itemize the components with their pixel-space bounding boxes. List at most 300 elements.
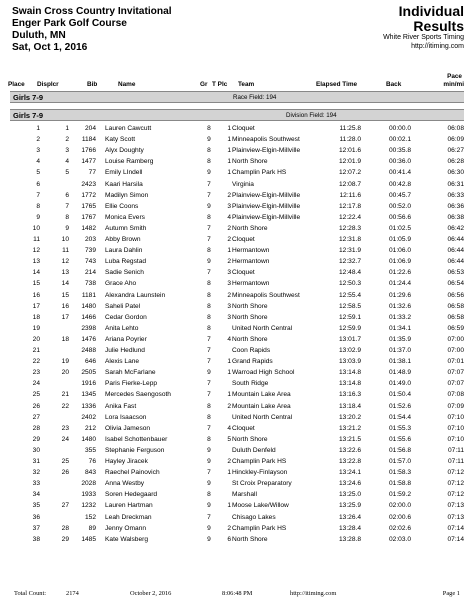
cell-back: 01:58.3 <box>389 469 411 477</box>
cell-bib: 1232 <box>81 502 96 510</box>
cell-team-place: 4 <box>227 213 231 221</box>
cell-pace: 07:13 <box>447 502 464 510</box>
cell-pace: 07:12 <box>447 480 464 488</box>
cell-grade: 7 <box>207 191 211 199</box>
cell-elapsed: 13:25.9 <box>339 502 361 510</box>
total-count-value: 2174 <box>66 590 79 597</box>
cell-bib: 1767 <box>81 213 96 221</box>
cell-grade: 9 <box>207 524 211 532</box>
cell-grade: 7 <box>207 224 211 232</box>
table-row <box>0 467 474 478</box>
cell-name: Autumn Smith <box>105 224 147 232</box>
cell-bib: 843 <box>84 469 96 477</box>
cell-team: South Ridge <box>232 380 269 388</box>
cell-displcr: 15 <box>61 291 69 299</box>
column-headers <box>0 70 474 90</box>
cell-displcr: 20 <box>61 369 69 377</box>
cell-pace: 06:33 <box>447 191 464 199</box>
cell-displcr: 28 <box>61 524 69 532</box>
cell-pace: 07:09 <box>447 402 464 410</box>
cell-elapsed: 12:08.7 <box>339 180 361 188</box>
division-band-name: Girls 7-9 <box>13 111 44 120</box>
cell-grade: 8 <box>207 280 211 288</box>
cell-place: 5 <box>36 169 40 177</box>
cell-team-place: 3 <box>227 302 231 310</box>
cell-name: Olivia Jameson <box>105 424 151 432</box>
cell-team: Mountain Lake Area <box>232 402 291 410</box>
cell-team: Chisago Lakes <box>232 513 276 521</box>
cell-grade: 7 <box>207 391 211 399</box>
cell-back: 01:55.6 <box>389 435 411 443</box>
cell-team: Duluth Denfeld <box>232 446 276 454</box>
cell-team-place: 6 <box>227 535 231 543</box>
cell-displcr: 12 <box>61 258 69 266</box>
cell-displcr: 23 <box>61 424 69 432</box>
cell-bib: 2028 <box>81 480 96 488</box>
cell-displcr: 8 <box>65 213 69 221</box>
table-row <box>0 512 474 523</box>
cell-bib: 2402 <box>81 413 96 421</box>
cell-team: Plainview-Elgin-Millville <box>232 202 301 210</box>
cell-name: Laura Dahlin <box>105 247 143 255</box>
cell-back: 00:35.8 <box>389 147 411 155</box>
cell-team-place: 2 <box>227 236 231 243</box>
table-row <box>0 378 474 389</box>
cell-name: Alexandra Launstein <box>105 291 166 299</box>
cell-name: Cedar Gordon <box>105 313 147 321</box>
cell-bib: 152 <box>84 513 96 521</box>
cell-team: Plainview-Elgin-Millville <box>232 147 301 155</box>
cell-bib: 1480 <box>81 302 96 310</box>
cell-place: 7 <box>36 191 40 199</box>
cell-elapsed: 12:07.2 <box>339 169 361 177</box>
cell-elapsed: 12:55.4 <box>339 291 361 299</box>
cell-elapsed: 12:28.3 <box>339 224 361 232</box>
cell-back: 01:52.6 <box>389 402 411 410</box>
cell-place: 2 <box>36 136 40 144</box>
cell-back: 01:32.6 <box>389 302 411 310</box>
cell-displcr: 4 <box>65 158 69 166</box>
cell-team-place: 1 <box>227 158 231 166</box>
table-row <box>0 356 474 367</box>
cell-pace: 06:30 <box>447 169 464 177</box>
cell-team: Champlin Park HS <box>232 458 287 465</box>
cell-bib: 1765 <box>81 202 96 210</box>
cell-place: 4 <box>36 158 40 166</box>
cell-pace: 06:08 <box>447 125 464 132</box>
cell-team-place: 1 <box>227 358 231 366</box>
cell-grade: 7 <box>207 358 211 366</box>
cell-bib: 1482 <box>81 224 96 232</box>
cell-team: North Shore <box>232 313 268 321</box>
cell-elapsed: 12:31.8 <box>339 236 361 243</box>
table-row <box>0 445 474 456</box>
cell-elapsed: 13:22.8 <box>339 458 361 465</box>
table-row <box>0 434 474 445</box>
cell-name: Kate Walsberg <box>105 535 149 543</box>
cell-displcr: 3 <box>65 147 69 155</box>
cell-elapsed: 13:22.6 <box>339 446 361 454</box>
cell-back: 00:41.4 <box>389 169 411 177</box>
cell-name: Sadie Senich <box>105 269 144 277</box>
cell-team: Hermantown <box>232 247 270 255</box>
cell-place: 6 <box>36 180 40 188</box>
cell-bib: 1772 <box>81 191 96 199</box>
cell-pace: 07:13 <box>447 513 464 521</box>
cell-elapsed: 12:59.1 <box>339 313 361 321</box>
cell-pace: 07:14 <box>447 535 464 543</box>
table-row <box>0 190 474 201</box>
table-row <box>0 156 474 167</box>
cell-name: Alyx Doughty <box>105 147 144 155</box>
cell-bib: 1477 <box>81 158 96 166</box>
cell-name: Ariana Poyrier <box>105 335 147 343</box>
cell-pace: 06:44 <box>447 247 464 255</box>
cell-name: Kaari Harsila <box>105 180 143 188</box>
cell-place: 18 <box>32 313 40 321</box>
table-row <box>0 179 474 190</box>
col-pace-unit: min/mi <box>443 81 464 88</box>
cell-displcr: 14 <box>61 280 69 288</box>
cell-bib: 743 <box>84 258 96 266</box>
cell-team: Moose Lake/Willow <box>232 502 289 510</box>
race-band <box>10 91 464 103</box>
cell-back: 00:00.0 <box>389 125 411 132</box>
cell-place: 19 <box>32 324 40 332</box>
cell-bib: 2488 <box>81 347 96 354</box>
cell-elapsed: 12:31.9 <box>339 247 361 255</box>
report-title-line-1: Individual <box>398 3 464 19</box>
cell-place: 3 <box>36 147 40 155</box>
cell-pace: 06:36 <box>447 202 464 210</box>
cell-team: Grand Rapids <box>232 358 273 366</box>
cell-name: Hayley Jiracek <box>105 458 148 465</box>
cell-pace: 07:11 <box>447 458 464 465</box>
cell-grade: 8 <box>207 313 211 321</box>
table-row <box>0 523 474 534</box>
cell-elapsed: 13:16.3 <box>339 391 361 399</box>
cell-back: 00:45.7 <box>389 191 411 199</box>
cell-pace: 07:10 <box>447 413 464 421</box>
cell-pace: 06:44 <box>447 236 464 243</box>
cell-grade: 8 <box>207 147 211 155</box>
timer-url: http://itiming.com <box>411 42 464 50</box>
table-row <box>0 167 474 178</box>
cell-displcr: 17 <box>61 313 69 321</box>
cell-bib: 1933 <box>81 491 96 499</box>
cell-team-place: 5 <box>227 435 231 443</box>
cell-team-place: 2 <box>227 402 231 410</box>
cell-team-place: 1 <box>227 125 231 132</box>
table-row <box>0 123 474 134</box>
cell-back: 00:56.6 <box>389 213 411 221</box>
cell-bib: 1466 <box>81 313 96 321</box>
cell-team: Cloquet <box>232 424 255 432</box>
cell-team: Warroad High School <box>232 369 295 377</box>
cell-bib: 646 <box>84 358 96 366</box>
cell-back: 01:59.2 <box>389 491 411 499</box>
cell-name: Grace Aho <box>105 280 137 288</box>
cell-elapsed: 13:18.4 <box>339 402 361 410</box>
cell-bib: 1916 <box>81 380 96 388</box>
cell-back: 00:36.0 <box>389 158 411 166</box>
cell-team: North Shore <box>232 335 268 343</box>
cell-grade: 9 <box>207 480 211 488</box>
cell-pace: 07:00 <box>447 335 464 343</box>
cell-elapsed: 13:24.1 <box>339 469 361 477</box>
cell-place: 10 <box>32 224 40 232</box>
table-row <box>0 234 474 245</box>
cell-grade: 8 <box>207 491 211 499</box>
cell-bib: 739 <box>84 247 96 255</box>
cell-pace: 07:12 <box>447 469 464 477</box>
cell-team: Marshall <box>232 491 257 499</box>
cell-team: Cloquet <box>232 269 255 277</box>
table-row <box>0 145 474 156</box>
cell-name: Raechel Painovich <box>105 469 160 477</box>
cell-team-place: 3 <box>227 280 231 288</box>
timer-name: White River Sports Timing <box>383 34 464 41</box>
cell-elapsed: 13:24.6 <box>339 480 361 488</box>
table-row <box>0 212 474 223</box>
cell-bib: 1336 <box>81 402 96 410</box>
table-row <box>0 245 474 256</box>
cell-elapsed: 13:14.8 <box>339 369 361 377</box>
cell-elapsed: 12:01.9 <box>339 158 361 166</box>
table-row <box>0 412 474 423</box>
cell-team-place: 2 <box>227 291 231 299</box>
cell-grade: 9 <box>207 502 211 510</box>
cell-bib: 1485 <box>81 535 96 543</box>
cell-displcr: 21 <box>61 391 69 399</box>
cell-grade: 9 <box>207 258 211 266</box>
cell-place: 38 <box>32 535 40 543</box>
cell-grade: 9 <box>207 446 211 454</box>
cell-back: 02:00.6 <box>389 513 411 521</box>
cell-place: 9 <box>36 213 40 221</box>
table-row <box>0 134 474 145</box>
col-displcr: Displcr <box>37 81 59 88</box>
print-time: 8:06:48 PM <box>222 590 253 597</box>
cell-grade: 9 <box>207 369 211 377</box>
col-elapsed: Elapsed Time <box>316 81 358 88</box>
cell-place: 12 <box>32 247 40 255</box>
cell-place: 29 <box>32 435 40 443</box>
cell-grade: 8 <box>207 247 211 255</box>
cell-bib: 1184 <box>81 136 96 144</box>
cell-back: 01:05.9 <box>389 236 411 243</box>
table-row <box>0 256 474 267</box>
table-row <box>0 323 474 334</box>
cell-grade: 9 <box>207 458 211 465</box>
cell-displcr: 6 <box>65 191 69 199</box>
cell-pace: 07:00 <box>447 347 464 354</box>
cell-grade: 7 <box>207 269 211 277</box>
cell-back: 02:02.6 <box>389 524 411 532</box>
cell-back: 01:58.8 <box>389 480 411 488</box>
cell-team: North Shore <box>232 535 268 543</box>
cell-displcr: 25 <box>61 458 69 465</box>
table-row <box>0 290 474 301</box>
event-location: Duluth, MN <box>12 30 66 41</box>
cell-pace: 06:53 <box>447 269 464 277</box>
cell-elapsed: 12:59.9 <box>339 324 361 332</box>
cell-place: 14 <box>32 269 40 277</box>
cell-back: 01:48.9 <box>389 369 411 377</box>
cell-grade: 7 <box>207 380 211 388</box>
cell-name: Monica Evers <box>105 213 145 221</box>
cell-name: Madilyn Simon <box>105 191 149 199</box>
cell-place: 17 <box>32 302 40 310</box>
cell-elapsed: 12:01.6 <box>339 147 361 155</box>
cell-team-place: 1 <box>227 247 231 255</box>
cell-back: 00:02.1 <box>389 136 411 144</box>
cell-displcr: 7 <box>65 202 69 210</box>
cell-displcr: 13 <box>61 269 69 277</box>
cell-team: Mountain Lake Area <box>232 391 291 399</box>
cell-pace: 06:58 <box>447 313 464 321</box>
cell-grade: 7 <box>207 513 211 521</box>
cell-bib: 214 <box>84 269 96 277</box>
table-row <box>0 278 474 289</box>
cell-pace: 07:08 <box>447 391 464 399</box>
cell-back: 01:06.9 <box>389 258 411 266</box>
table-row <box>0 223 474 234</box>
cell-back: 02:00.0 <box>389 502 411 510</box>
cell-name: Alexis Lane <box>105 358 140 366</box>
cell-elapsed: 13:03.9 <box>339 358 361 366</box>
print-date: October 2, 2016 <box>130 590 172 597</box>
cell-displcr: 16 <box>61 302 69 310</box>
cell-bib: 355 <box>84 446 96 454</box>
cell-elapsed: 12:58.5 <box>339 302 361 310</box>
cell-name: Stephanie Ferguson <box>105 446 165 454</box>
cell-team: Hermantown <box>232 280 270 288</box>
cell-place: 27 <box>32 413 40 421</box>
cell-displcr: 24 <box>61 435 69 443</box>
table-row <box>0 478 474 489</box>
table-row <box>0 500 474 511</box>
cell-elapsed: 12:17.8 <box>339 202 361 210</box>
cell-name: Leah Dreckman <box>105 513 152 521</box>
cell-team: United North Central <box>232 413 293 421</box>
cell-back: 01:55.3 <box>389 424 411 432</box>
event-date: Sat, Oct 1, 2016 <box>12 42 88 53</box>
cell-back: 01:57.0 <box>389 458 411 465</box>
cell-pace: 07:07 <box>447 369 464 377</box>
cell-grade: 7 <box>207 335 211 343</box>
cell-team: Minneapolis Southwest <box>232 136 300 144</box>
table-row <box>0 534 474 545</box>
col-bib: Bib <box>87 81 98 88</box>
cell-grade: 9 <box>207 535 211 543</box>
cell-pace: 06:09 <box>447 136 464 144</box>
cell-team-place: 2 <box>227 458 231 465</box>
cell-back: 01:50.4 <box>389 391 411 399</box>
cell-pace: 07:10 <box>447 424 464 432</box>
cell-grade: 9 <box>207 202 211 210</box>
cell-elapsed: 12:22.4 <box>339 213 361 221</box>
col-team-place: T Plc <box>212 81 228 88</box>
cell-team-place: 4 <box>227 424 231 432</box>
cell-place: 25 <box>32 391 40 399</box>
cell-name: Jenny Omann <box>105 524 147 532</box>
col-team: Team <box>238 81 255 88</box>
cell-pace: 06:59 <box>447 324 464 332</box>
cell-grade: 8 <box>207 158 211 166</box>
cell-elapsed: 12:50.3 <box>339 280 361 288</box>
cell-grade: 8 <box>207 125 211 132</box>
cell-team-place: 2 <box>227 524 231 532</box>
cell-place: 1 <box>36 125 40 132</box>
cell-elapsed: 13:28.8 <box>339 535 361 543</box>
cell-elapsed: 13:28.4 <box>339 524 361 532</box>
cell-elapsed: 13:21.5 <box>339 435 361 443</box>
table-row <box>0 267 474 278</box>
cell-name: Isabel Schottenbauer <box>105 435 168 443</box>
cell-grade: 9 <box>207 136 211 144</box>
cell-pace: 06:44 <box>447 258 464 266</box>
cell-displcr: 2 <box>65 136 69 144</box>
cell-back: 01:38.1 <box>389 358 411 366</box>
cell-place: 11 <box>33 236 40 243</box>
cell-name: Lauren Cawcutt <box>105 125 152 132</box>
cell-team-place: 3 <box>227 202 231 210</box>
cell-bib: 1345 <box>81 391 96 399</box>
cell-team-place: 2 <box>227 224 231 232</box>
cell-bib: 2398 <box>81 324 96 332</box>
race-band-field: Race Field: 194 <box>233 94 277 101</box>
cell-bib: 2423 <box>81 180 96 188</box>
cell-name: Lauren Hartman <box>105 502 153 510</box>
cell-bib: 1766 <box>81 147 96 155</box>
cell-displcr: 11 <box>62 247 69 255</box>
table-row <box>0 367 474 378</box>
cell-bib: 204 <box>84 125 96 132</box>
cell-grade: 8 <box>207 302 211 310</box>
cell-team-place: 1 <box>227 469 231 477</box>
cell-team-place: 3 <box>227 313 231 321</box>
cell-team-place: 1 <box>227 391 231 399</box>
cell-elapsed: 11:28.0 <box>339 136 361 144</box>
cell-team-place: 4 <box>227 335 231 343</box>
event-course: Enger Park Golf Course <box>12 18 127 29</box>
report-header <box>383 4 464 51</box>
cell-back: 01:49.0 <box>389 380 411 388</box>
table-row <box>0 489 474 500</box>
cell-bib: 203 <box>84 236 96 243</box>
cell-back: 00:52.0 <box>389 202 411 210</box>
cell-pace: 06:54 <box>447 280 464 288</box>
cell-elapsed: 13:02.9 <box>339 347 361 354</box>
table-row <box>0 301 474 312</box>
cell-place: 13 <box>32 258 40 266</box>
cell-back: 01:56.8 <box>389 446 411 454</box>
cell-elapsed: 13:20.2 <box>339 413 361 421</box>
cell-grade: 8 <box>207 324 211 332</box>
table-row <box>0 312 474 323</box>
cell-displcr: 29 <box>61 535 69 543</box>
cell-team: Cloquet <box>232 236 255 243</box>
cell-grade: 7 <box>207 180 211 188</box>
cell-name: Emily LIndell <box>105 169 143 177</box>
cell-elapsed: 13:26.4 <box>339 513 361 521</box>
page-footer <box>0 590 474 602</box>
cell-back: 01:24.4 <box>389 280 411 288</box>
cell-place: 23 <box>32 369 40 377</box>
cell-grade: 7 <box>207 469 211 477</box>
cell-displcr: 9 <box>65 224 69 232</box>
